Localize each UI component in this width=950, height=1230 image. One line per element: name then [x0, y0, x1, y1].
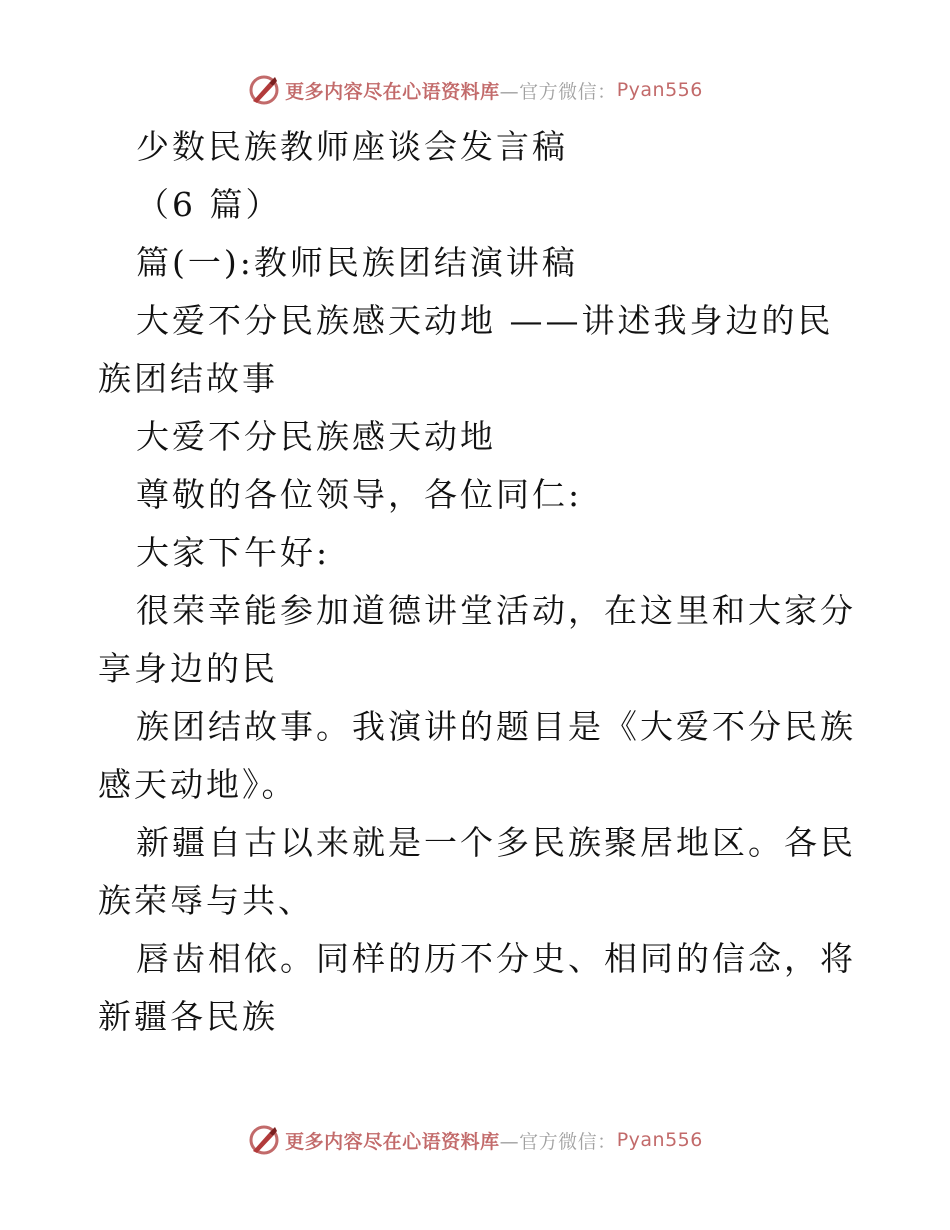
watermark-text: 更多内容尽在心语资料库 — [285, 80, 500, 103]
paragraph: 唇齿相依。同样的历不分史、相同的信念，将新疆各民族 — [98, 939, 856, 1036]
speech-title: 大爱不分民族感天动地 ——讲述我身边的民族团结故事 — [98, 301, 834, 398]
paragraph: 新疆自古以来就是一个多民族聚居地区。各民族荣辱与共、 — [98, 823, 856, 920]
watermark-separator: —官方微信： — [499, 1130, 617, 1153]
greeting: 大家下午好: — [136, 533, 331, 572]
section-heading: 篇(一):教师民族团结演讲稿 — [136, 243, 578, 282]
watermark-wechat-id: Pyan556 — [616, 79, 703, 101]
footer-watermark — [0, 1120, 950, 1160]
paragraph: 大爱不分民族感天动地 — [136, 417, 496, 456]
watermark-wechat-id: Pyan556 — [616, 1129, 703, 1151]
paragraph: 很荣幸能参加道德讲堂活动，在这里和大家分享身边的民 — [98, 591, 856, 688]
paragraph: 族团结故事。我演讲的题目是《大爱不分民族感天动地》。 — [98, 707, 856, 804]
document-title: 少数民族教师座谈会发言稿 — [136, 127, 568, 166]
document-body — [98, 118, 858, 1046]
header-watermark — [0, 70, 950, 110]
watermark-separator: —官方微信： — [499, 80, 617, 103]
quill-pen-swirl-icon — [247, 73, 281, 107]
document-subtitle: （6 篇） — [136, 185, 282, 224]
quill-pen-swirl-icon — [247, 1123, 281, 1157]
salutation: 尊敬的各位领导，各位同仁: — [136, 475, 583, 514]
watermark-text: 更多内容尽在心语资料库 — [285, 1130, 500, 1153]
